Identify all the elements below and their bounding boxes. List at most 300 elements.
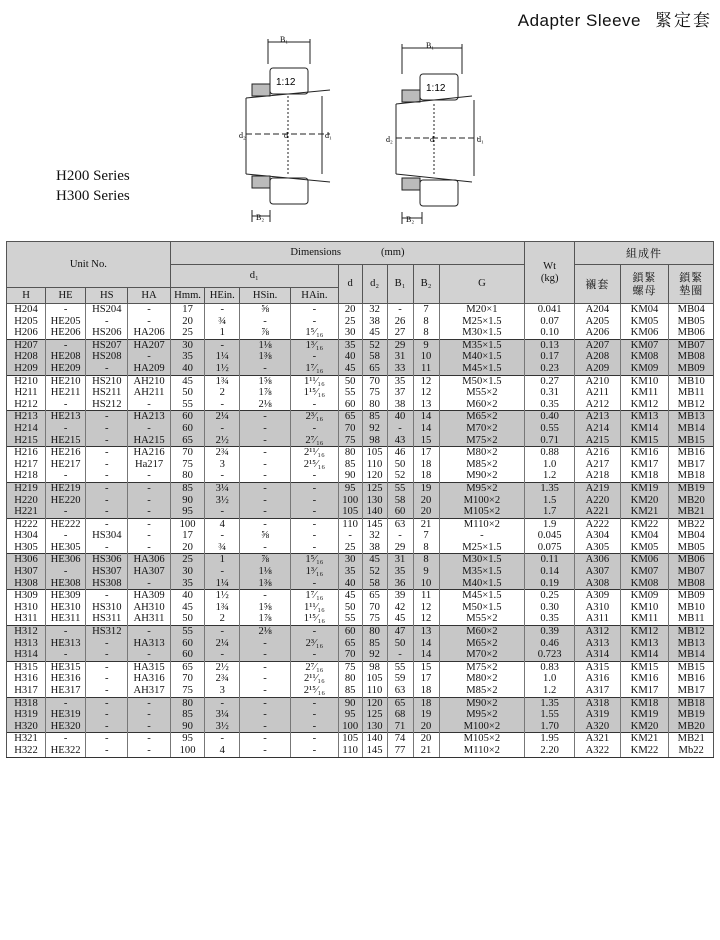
- table-cell: H307: [7, 566, 46, 578]
- table-cell: 0.10: [525, 327, 575, 339]
- table-cell: -: [291, 721, 339, 733]
- table-cell: HE313: [46, 638, 86, 650]
- table-cell: 0.041: [525, 304, 575, 316]
- table-cell: 38: [362, 316, 387, 328]
- table-cell: MB04: [669, 530, 714, 542]
- table-cell: 8: [413, 327, 439, 339]
- table-cell: 8: [413, 554, 439, 566]
- table-row: [7, 697, 714, 709]
- table-cell: 0.14: [525, 566, 575, 578]
- table-cell: 70: [362, 375, 387, 387]
- table-cell: 0.88: [525, 447, 575, 459]
- table-cell: 30: [338, 554, 362, 566]
- table-cell: 50: [387, 459, 413, 471]
- table-cell: -: [240, 482, 291, 494]
- table-cell: MB08: [669, 351, 714, 363]
- table-cell: H310: [7, 602, 46, 614]
- table-cell: -: [205, 304, 240, 316]
- table-cell: -: [205, 423, 240, 435]
- table-row: [7, 470, 714, 482]
- table-cell: -: [128, 482, 170, 494]
- table-cell: 55: [338, 387, 362, 399]
- table-cell: -: [86, 518, 128, 530]
- table-cell: -: [128, 470, 170, 482]
- col-he: HE: [46, 288, 86, 304]
- d2-label: d₂: [386, 135, 393, 144]
- table-cell: MB14: [669, 649, 714, 661]
- table-cell: -: [128, 530, 170, 542]
- table-cell: 0.30: [525, 602, 575, 614]
- table-cell: 2½: [205, 661, 240, 673]
- table-cell: 20: [170, 316, 205, 328]
- table-cell: M105×2: [439, 733, 525, 745]
- table-cell: 40: [338, 351, 362, 363]
- table-cell: 12: [413, 387, 439, 399]
- table-cell: 1.70: [525, 721, 575, 733]
- table-cell: 110: [362, 685, 387, 697]
- table-cell: -: [240, 411, 291, 423]
- table-cell: 42: [387, 602, 413, 614]
- table-cell: -: [128, 423, 170, 435]
- table-row: [7, 685, 714, 697]
- table-cell: -: [240, 316, 291, 328]
- table-cell: -: [291, 506, 339, 518]
- table-cell: M25×1.5: [439, 316, 525, 328]
- table-cell: HA309: [128, 590, 170, 602]
- table-cell: AH210: [128, 375, 170, 387]
- table-cell: 1.0: [525, 459, 575, 471]
- table-cell: 60: [387, 506, 413, 518]
- table-cell: A311: [575, 613, 621, 625]
- table-cell: KM15: [620, 435, 669, 447]
- table-cell: 60: [338, 399, 362, 411]
- table-cell: A220: [575, 495, 621, 507]
- table-cell: 95: [338, 709, 362, 721]
- table-cell: -: [240, 506, 291, 518]
- table-cell: 14: [413, 411, 439, 423]
- table-cell: -: [205, 566, 240, 578]
- table-cell: 85: [362, 411, 387, 423]
- table-cell: KM11: [620, 613, 669, 625]
- table-cell: 100: [170, 518, 205, 530]
- table-cell: -: [86, 709, 128, 721]
- series-h300: H300 Series: [56, 188, 130, 204]
- d1-label: d₁: [325, 131, 332, 140]
- table-cell: 31: [387, 554, 413, 566]
- table-cell: 35: [387, 375, 413, 387]
- table-cell: 1.2: [525, 685, 575, 697]
- table-cell: 45: [338, 590, 362, 602]
- col-h: H: [7, 288, 46, 304]
- table-cell: 7: [413, 530, 439, 542]
- table-cell: -: [86, 482, 128, 494]
- b1-label: B₁: [426, 41, 435, 50]
- table-cell: 19: [413, 709, 439, 721]
- table-cell: 65: [338, 411, 362, 423]
- table-cell: 20: [413, 495, 439, 507]
- table-cell: HE211: [46, 387, 86, 399]
- table-cell: A214: [575, 423, 621, 435]
- table-cell: HA316: [128, 673, 170, 685]
- table-cell: -: [291, 733, 339, 745]
- table-cell: H218: [7, 470, 46, 482]
- table-cell: MB20: [669, 721, 714, 733]
- table-cell: 12: [413, 375, 439, 387]
- table-cell: 18: [413, 685, 439, 697]
- table-row: [7, 602, 714, 614]
- table-cell: KM05: [620, 542, 669, 554]
- table-cell: A312: [575, 626, 621, 638]
- table-cell: -: [291, 399, 339, 411]
- table-cell: A218: [575, 470, 621, 482]
- table-cell: HA216: [128, 447, 170, 459]
- table-cell: 60: [170, 411, 205, 423]
- table-cell: HS206: [86, 327, 128, 339]
- table-cell: 110: [362, 459, 387, 471]
- table-cell: 3¼: [205, 482, 240, 494]
- table-row: [7, 351, 714, 363]
- table-cell: 0.17: [525, 351, 575, 363]
- table-cell: KM19: [620, 709, 669, 721]
- table-cell: 27: [387, 327, 413, 339]
- table-cell: H315: [7, 661, 46, 673]
- table-cell: 35: [338, 339, 362, 351]
- d1-group-header: d₁: [170, 265, 338, 288]
- table-cell: 45: [170, 602, 205, 614]
- table-cell: -: [46, 530, 86, 542]
- table-cell: HE210: [46, 375, 86, 387]
- table-cell: HS211: [86, 387, 128, 399]
- table-cell: A305: [575, 542, 621, 554]
- table-cell: KM04: [620, 304, 669, 316]
- col-sleeve: 襯套: [575, 265, 621, 304]
- table-cell: H313: [7, 638, 46, 650]
- table-cell: MB16: [669, 673, 714, 685]
- table-cell: -: [205, 470, 240, 482]
- table-cell: -: [86, 685, 128, 697]
- table-cell: H204: [7, 304, 46, 316]
- table-cell: -: [291, 530, 339, 542]
- table-cell: M90×2: [439, 697, 525, 709]
- table-cell: AH310: [128, 602, 170, 614]
- table-cell: M35×1.5: [439, 339, 525, 351]
- table-cell: 55: [387, 482, 413, 494]
- table-cell: MB21: [669, 506, 714, 518]
- table-cell: 70: [338, 649, 362, 661]
- col-b1: B₁: [387, 265, 413, 304]
- table-cell: -: [338, 530, 362, 542]
- table-cell: 45: [362, 554, 387, 566]
- col-d2: d₂: [362, 265, 387, 304]
- table-cell: HE319: [46, 709, 86, 721]
- table-cell: KM06: [620, 327, 669, 339]
- table-cell: 105: [362, 447, 387, 459]
- table-cell: 75: [362, 613, 387, 625]
- table-cell: 38: [387, 399, 413, 411]
- table-cell: 58: [387, 495, 413, 507]
- table-cell: 1.0: [525, 673, 575, 685]
- table-cell: 8: [413, 542, 439, 554]
- table-cell: MB13: [669, 411, 714, 423]
- table-cell: 17: [413, 673, 439, 685]
- table-cell: H222: [7, 518, 46, 530]
- table-cell: 18: [413, 459, 439, 471]
- table-cell: 39: [387, 590, 413, 602]
- table-cell: -: [128, 721, 170, 733]
- table-cell: 17: [413, 447, 439, 459]
- table-cell: 0.31: [525, 387, 575, 399]
- table-cell: 17: [170, 530, 205, 542]
- table-cell: 85: [170, 709, 205, 721]
- table-cell: 30: [170, 339, 205, 351]
- table-cell: 35: [387, 566, 413, 578]
- table-row: [7, 721, 714, 733]
- table-cell: -: [240, 495, 291, 507]
- unit-no-header: Unit No.: [7, 242, 171, 288]
- table-cell: 58: [362, 578, 387, 590]
- table-cell: A217: [575, 459, 621, 471]
- table-cell: 58: [362, 351, 387, 363]
- table-cell: -: [205, 697, 240, 709]
- table-cell: A207: [575, 339, 621, 351]
- table-cell: KM17: [620, 459, 669, 471]
- table-cell: ⅞: [240, 327, 291, 339]
- table-cell: MB10: [669, 375, 714, 387]
- table-cell: 80: [362, 626, 387, 638]
- table-cell: M75×2: [439, 661, 525, 673]
- table-cell: 2.20: [525, 745, 575, 757]
- table-cell: 80: [338, 673, 362, 685]
- table-cell: 35: [170, 578, 205, 590]
- table-cell: 0.27: [525, 375, 575, 387]
- table-cell: 85: [338, 685, 362, 697]
- table-cell: A208: [575, 351, 621, 363]
- table-cell: 25: [338, 542, 362, 554]
- table-cell: -: [240, 459, 291, 471]
- table-cell: -: [439, 530, 525, 542]
- col-hein: HEin.: [205, 288, 240, 304]
- table-cell: ¾: [205, 542, 240, 554]
- table-cell: 74: [387, 733, 413, 745]
- table-cell: H306: [7, 554, 46, 566]
- table-cell: 0.55: [525, 423, 575, 435]
- table-cell: 1⅛: [240, 339, 291, 351]
- d-label: d: [284, 131, 288, 140]
- table-cell: 20: [338, 304, 362, 316]
- table-cell: H305: [7, 542, 46, 554]
- table-cell: 2⁷⁄₁₆: [291, 435, 339, 447]
- table-cell: A310: [575, 602, 621, 614]
- table-cell: 1⅞: [240, 387, 291, 399]
- table-cell: 65: [170, 661, 205, 673]
- table-cell: HS208: [86, 351, 128, 363]
- table-cell: 3¼: [205, 709, 240, 721]
- table-cell: HE208: [46, 351, 86, 363]
- table-cell: 4: [205, 745, 240, 757]
- table-cell: MB13: [669, 638, 714, 650]
- table-cell: H206: [7, 327, 46, 339]
- table-cell: 105: [338, 733, 362, 745]
- table-cell: 0.19: [525, 578, 575, 590]
- table-cell: 43: [387, 435, 413, 447]
- table-cell: 75: [338, 661, 362, 673]
- table-cell: MB12: [669, 399, 714, 411]
- table-cell: HE320: [46, 721, 86, 733]
- table-cell: -: [46, 399, 86, 411]
- table-cell: 50: [387, 638, 413, 650]
- table-cell: 75: [362, 387, 387, 399]
- table-row: [7, 638, 714, 650]
- table-cell: 110: [338, 518, 362, 530]
- table-cell: 63: [387, 518, 413, 530]
- table-cell: MB15: [669, 661, 714, 673]
- table-row: [7, 423, 714, 435]
- table-cell: HE322: [46, 745, 86, 757]
- table-cell: 9: [413, 339, 439, 351]
- table-cell: -: [46, 423, 86, 435]
- table-cell: 30: [170, 566, 205, 578]
- table-cell: A221: [575, 506, 621, 518]
- table-cell: KM18: [620, 697, 669, 709]
- table-cell: MB06: [669, 554, 714, 566]
- table-cell: M40×1.5: [439, 578, 525, 590]
- table-cell: -: [86, 363, 128, 375]
- header-title-cn: 緊定套: [655, 11, 712, 30]
- table-cell: A308: [575, 578, 621, 590]
- table-cell: 55: [338, 613, 362, 625]
- table-row: [7, 495, 714, 507]
- table-cell: H205: [7, 316, 46, 328]
- b2-label: B₂: [406, 215, 415, 224]
- table-cell: HE215: [46, 435, 86, 447]
- table-cell: 140: [362, 733, 387, 745]
- table-cell: A322: [575, 745, 621, 757]
- table-cell: 1⅝: [240, 602, 291, 614]
- table-cell: MB06: [669, 327, 714, 339]
- header-title: Adapter Sleeve: [517, 11, 641, 30]
- table-cell: 92: [362, 649, 387, 661]
- table-cell: 0.045: [525, 530, 575, 542]
- table-cell: -: [240, 363, 291, 375]
- table-cell: KM16: [620, 673, 669, 685]
- table-cell: M75×2: [439, 435, 525, 447]
- table-cell: 3: [205, 459, 240, 471]
- table-cell: H219: [7, 482, 46, 494]
- table-cell: 1.9: [525, 518, 575, 530]
- table-cell: HS204: [86, 304, 128, 316]
- table-cell: -: [291, 649, 339, 661]
- table-cell: 10: [413, 578, 439, 590]
- table-row: [7, 327, 714, 339]
- table-cell: 95: [170, 733, 205, 745]
- col-b2: B₂: [413, 265, 439, 304]
- table-cell: 21: [413, 745, 439, 757]
- table-cell: 100: [338, 495, 362, 507]
- adapter-sleeve-drawing-h300: [382, 34, 492, 234]
- table-cell: HS207: [86, 339, 128, 351]
- table-row: [7, 542, 714, 554]
- table-cell: 1⁵⁄₁₆: [291, 554, 339, 566]
- table-cell: 12: [413, 613, 439, 625]
- table-cell: 2⁷⁄₁₆: [291, 661, 339, 673]
- table-cell: 20: [413, 721, 439, 733]
- table-cell: M80×2: [439, 447, 525, 459]
- table-cell: -: [387, 530, 413, 542]
- table-cell: 4: [205, 518, 240, 530]
- table-cell: KM13: [620, 638, 669, 650]
- table-cell: 1¼: [205, 578, 240, 590]
- table-cell: -: [240, 661, 291, 673]
- table-cell: -: [46, 733, 86, 745]
- table-cell: H322: [7, 745, 46, 757]
- table-cell: M40×1.5: [439, 351, 525, 363]
- table-cell: 130: [362, 721, 387, 733]
- table-cell: 1½: [205, 590, 240, 602]
- table-cell: 55: [170, 399, 205, 411]
- table-cell: -: [291, 542, 339, 554]
- table-cell: H320: [7, 721, 46, 733]
- table-cell: M70×2: [439, 649, 525, 661]
- table-cell: 2³⁄₁₆: [291, 411, 339, 423]
- table-cell: 55: [170, 626, 205, 638]
- table-cell: KM21: [620, 733, 669, 745]
- table-cell: 1.2: [525, 470, 575, 482]
- table-cell: M110×2: [439, 745, 525, 757]
- table-cell: HE217: [46, 459, 86, 471]
- table-cell: -: [128, 506, 170, 518]
- table-cell: -: [86, 673, 128, 685]
- table-cell: 1⁷⁄₁₆: [291, 363, 339, 375]
- table-cell: H314: [7, 649, 46, 661]
- table-cell: H312: [7, 626, 46, 638]
- table-cell: KM07: [620, 339, 669, 351]
- table-cell: HA207: [128, 339, 170, 351]
- table-cell: 37: [387, 387, 413, 399]
- table-cell: 0.40: [525, 411, 575, 423]
- table-cell: 29: [387, 542, 413, 554]
- table-cell: H309: [7, 590, 46, 602]
- table-cell: A212: [575, 399, 621, 411]
- table-cell: HA215: [128, 435, 170, 447]
- table-cell: -: [205, 530, 240, 542]
- table-row: [7, 518, 714, 530]
- table-cell: -: [128, 709, 170, 721]
- table-cell: 10: [413, 351, 439, 363]
- table-row: [7, 459, 714, 471]
- table-cell: 32: [362, 304, 387, 316]
- table-cell: KM13: [620, 411, 669, 423]
- table-cell: -: [86, 649, 128, 661]
- table-cell: -: [86, 470, 128, 482]
- table-cell: 2¹⁵⁄₁₆: [291, 685, 339, 697]
- table-cell: 90: [338, 697, 362, 709]
- table-cell: 120: [362, 470, 387, 482]
- table-cell: 0.13: [525, 339, 575, 351]
- table-cell: MB19: [669, 709, 714, 721]
- table-cell: A317: [575, 685, 621, 697]
- table-cell: MB17: [669, 459, 714, 471]
- table-cell: KM20: [620, 495, 669, 507]
- table-cell: 1³⁄₁₆: [291, 566, 339, 578]
- table-cell: 38: [362, 542, 387, 554]
- table-row: [7, 661, 714, 673]
- table-row: [7, 745, 714, 757]
- table-cell: M50×1.5: [439, 602, 525, 614]
- table-cell: 7: [413, 304, 439, 316]
- table-cell: 47: [387, 626, 413, 638]
- table-cell: 50: [338, 602, 362, 614]
- table-cell: -: [240, 518, 291, 530]
